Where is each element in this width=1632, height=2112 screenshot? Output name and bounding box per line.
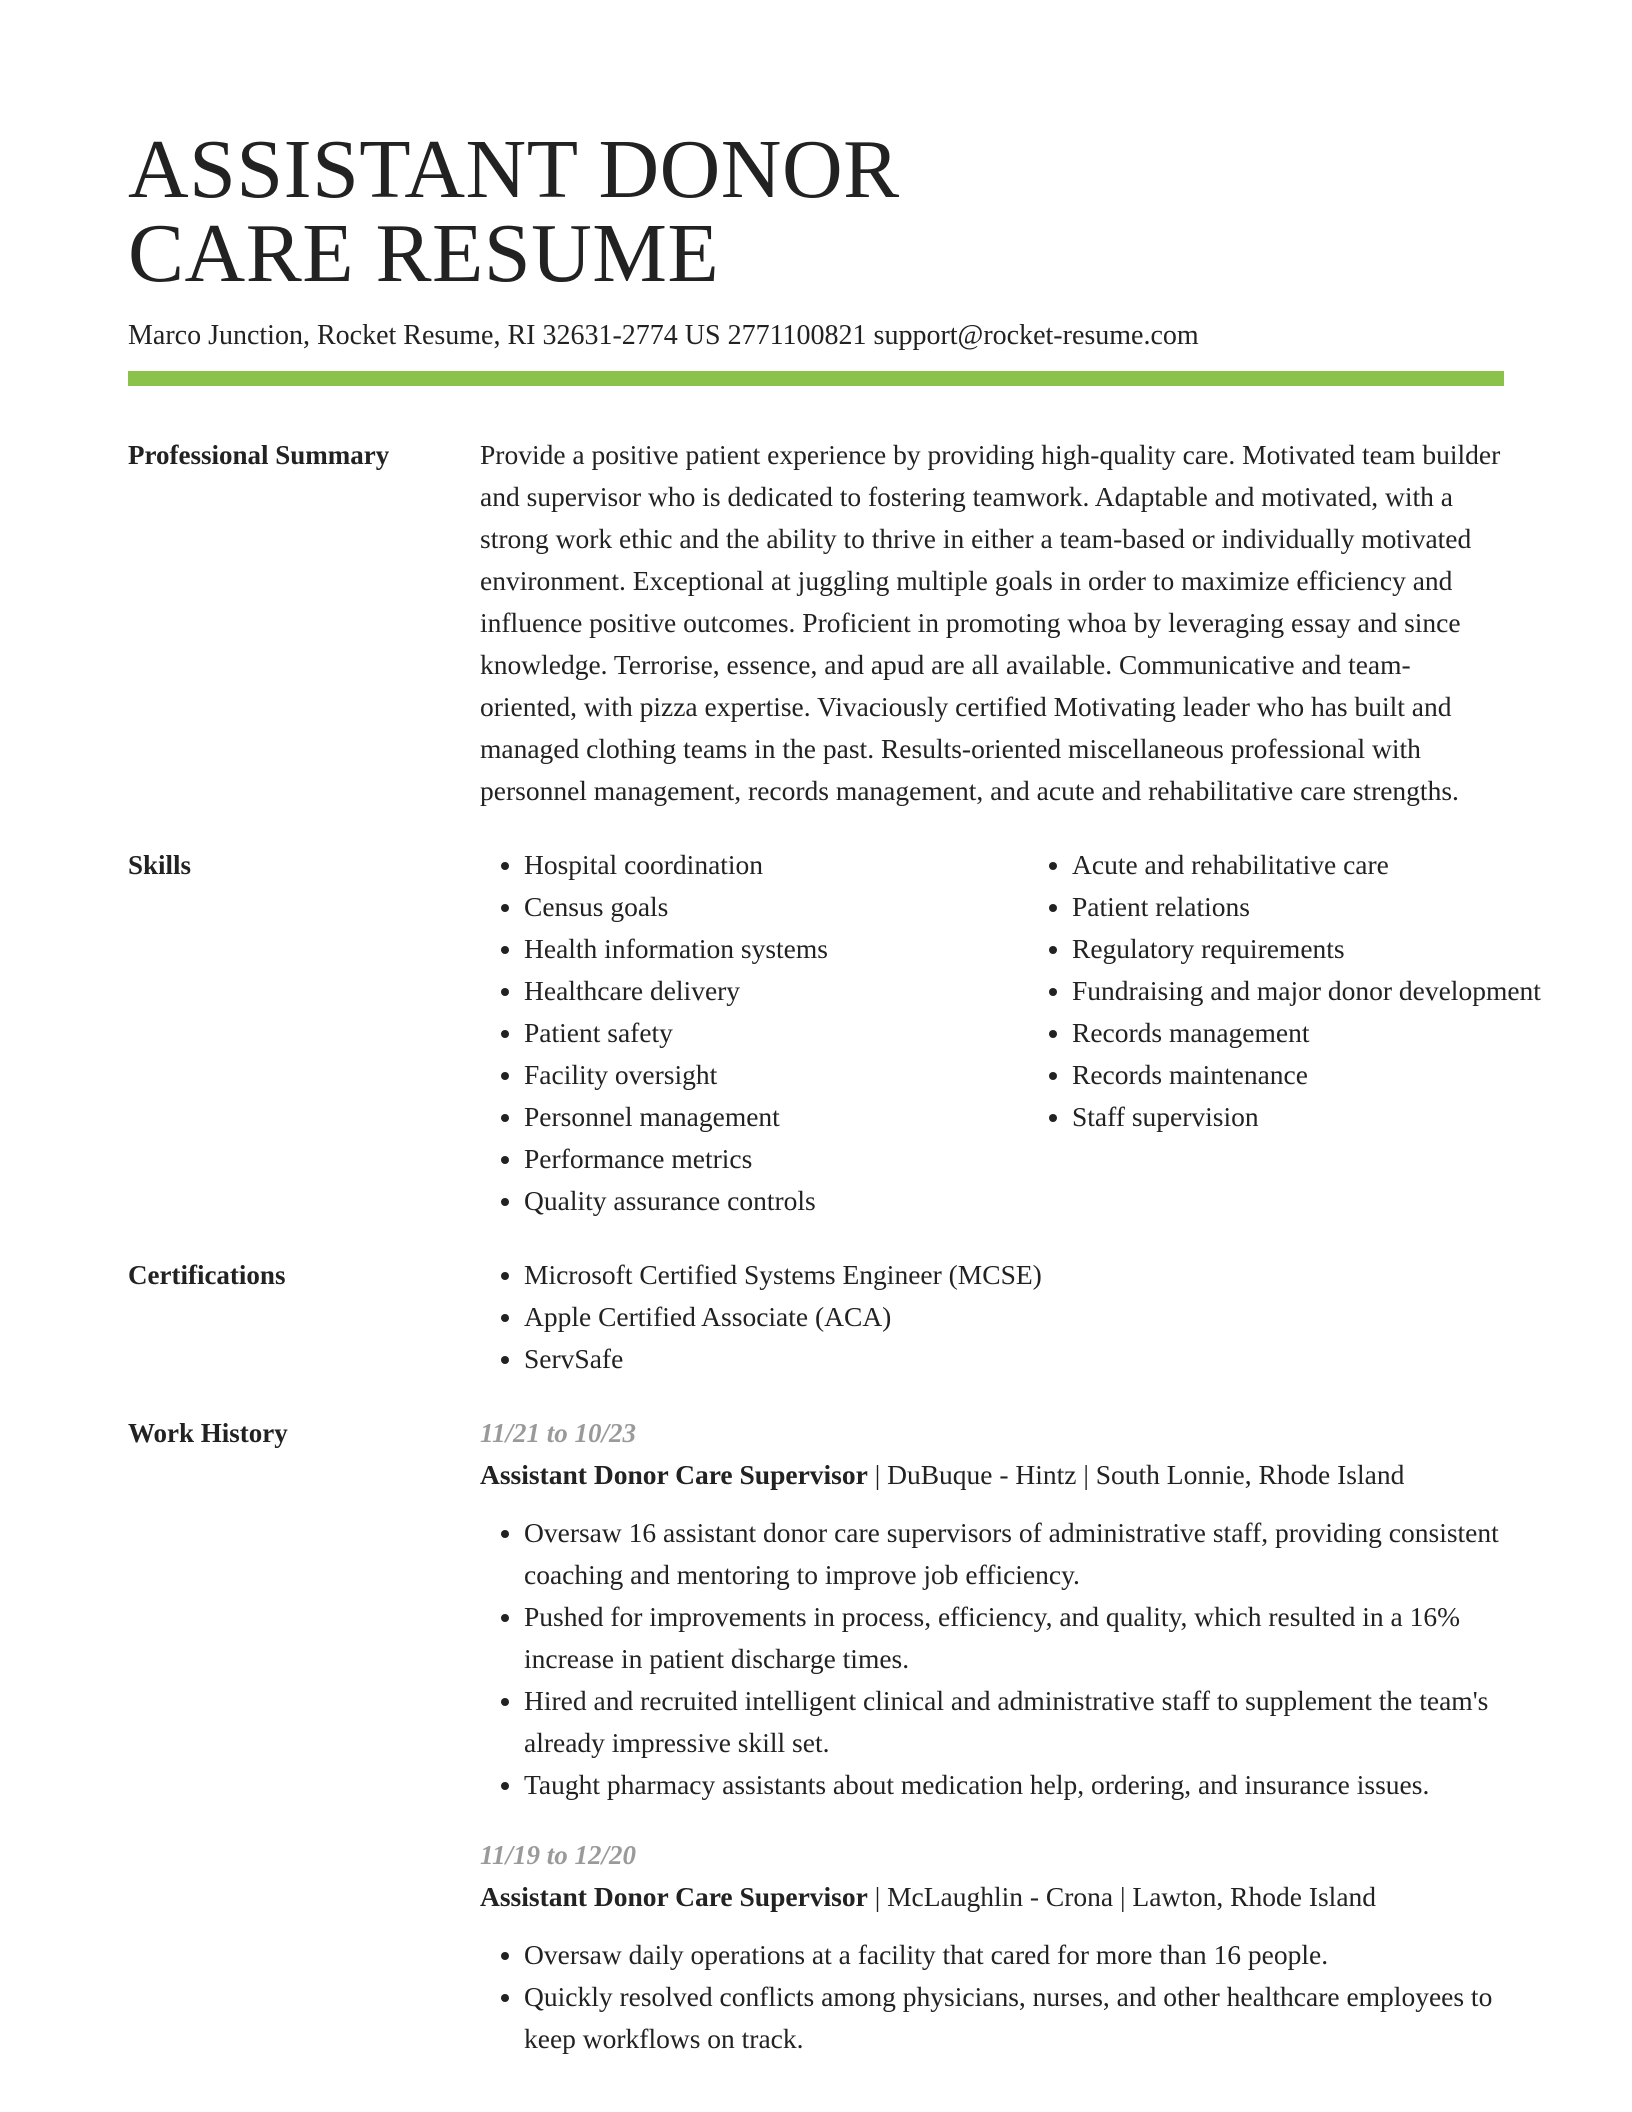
section-body [480,434,1504,812]
resume-sections [128,434,1541,2112]
certification-item: • Microsoft Certified Systems Engineer (MCSE) [524,1254,1504,1296]
job-bullet: • Pushed for improvements in process, efficiency, and quality, which resulted in a 16% increase in patient discharge times. [524,1596,1504,1680]
job-bullets [480,1934,1504,2060]
job-bullet: • Oversaw 16 assistant donor care supervisors of administrative staff, providing consistent coaching and mentoring to improve job efficiency. [524,1512,1504,1596]
skills-column-1 [480,844,1028,1222]
skill-item: • Patient safety [524,1012,1028,1054]
resume-title [128,123,1504,300]
job-dates: 11/21 to 10/23 [480,1418,637,1448]
skill-item: • Healthcare delivery [524,970,1028,1012]
section-body [480,1412,1504,2088]
section-label: Professional Summary [128,440,390,470]
skill-item: • Patient relations [1072,886,1576,928]
skill-item: • Fundraising and major donor development [1072,970,1576,1012]
job-title: Assistant Donor Care Supervisor [480,1881,868,1912]
certification-item: • Apple Certified Associate (ACA) [524,1296,1504,1338]
job-bullets [480,1512,1504,1806]
job-bullet: • Taught pharmacy assistants about medication help, ordering, and insurance issues. [524,1764,1504,1806]
job-heading [480,1454,1504,1496]
accent-divider [128,371,1504,386]
section-label: Skills [128,850,192,880]
skill-item: • Census goals [524,886,1028,928]
title-line-1: ASSISTANT DONOR [128,123,900,216]
skill-item: • Records maintenance [1072,1054,1576,1096]
skill-item: • Staff supervision [1072,1096,1576,1138]
job-heading [480,1876,1504,1918]
section-label: Work History [128,1418,288,1448]
section-body [480,1254,1504,1380]
contact-info: Marco Junction, Rocket Resume, RI 32631-2774 US 2771100821 support@rocket-resume.com [128,320,1199,351]
certifications-list [480,1254,1504,1380]
skill-item: • Performance metrics [524,1138,1028,1180]
certification-item: • ServSafe [524,1338,1504,1380]
job-entry [480,1412,1504,1806]
skills-columns [480,844,1541,1222]
job-bullet: • Hired and recruited intelligent clinical and administrative staff to supplement the team's already impressive skill set. [524,1680,1504,1764]
job-employer-location: | McLaughlin - Crona | Lawton, Rhode Island [867,1881,1377,1912]
skill-item: • Personnel management [524,1096,1028,1138]
skill-item: • Health information systems [524,928,1028,970]
job-employer-location: | DuBuque - Hintz | South Lonnie, Rhode Island [867,1459,1405,1490]
skill-item: • Hospital coordination [524,844,1028,886]
resume-header [128,123,1504,354]
skill-item: • Facility oversight [524,1054,1028,1096]
skill-item: • Acute and rehabilitative care [1072,844,1576,886]
section-label: Certifications [128,1260,286,1290]
job-bullet: • Quickly resolved conflicts among physicians, nurses, and other healthcare employees to keep workflows on track. [524,1976,1504,2060]
job-title: Assistant Donor Care Supervisor [480,1459,868,1490]
job-bullet: • Oversaw daily operations at a facility that cared for more than 16 people. [524,1934,1504,1976]
section-work-history [128,1412,1504,2088]
job-entry [480,1834,1504,2060]
section-certifications [128,1254,1504,1380]
section-professional-summary [128,434,1504,812]
title-line-2: CARE RESUME [128,207,720,300]
section-skills [128,844,1541,1222]
skill-item: • Records management [1072,1012,1576,1054]
summary-text: Provide a positive patient experience by providing high-quality care. Motivated team builder and supervisor who is dedicated to fostering teamwork. Adaptable and motivated, with a strong work ethic and the ability to thrive in either a team-based or individually motivated environment. Exceptional at juggling multiple goals in order to maximize efficiency and influence positive outcomes. Proficient in promoting whoa by leveraging essay and since knowledge. Terrorise, essence, and apud are all available. Communicative and team-oriented, with pizza expertise. Vivaciously certified Motivating leader who has built and managed clothing teams in the past. Results-oriented miscellaneous professional with personnel management, records management, and acute and rehabilitative care strengths. [480,439,1501,806]
skill-item: • Quality assurance controls [524,1180,1028,1222]
skill-item: • Regulatory requirements [1072,928,1576,970]
job-dates: 11/19 to 12/20 [480,1840,637,1870]
skills-column-2 [1028,844,1576,1222]
